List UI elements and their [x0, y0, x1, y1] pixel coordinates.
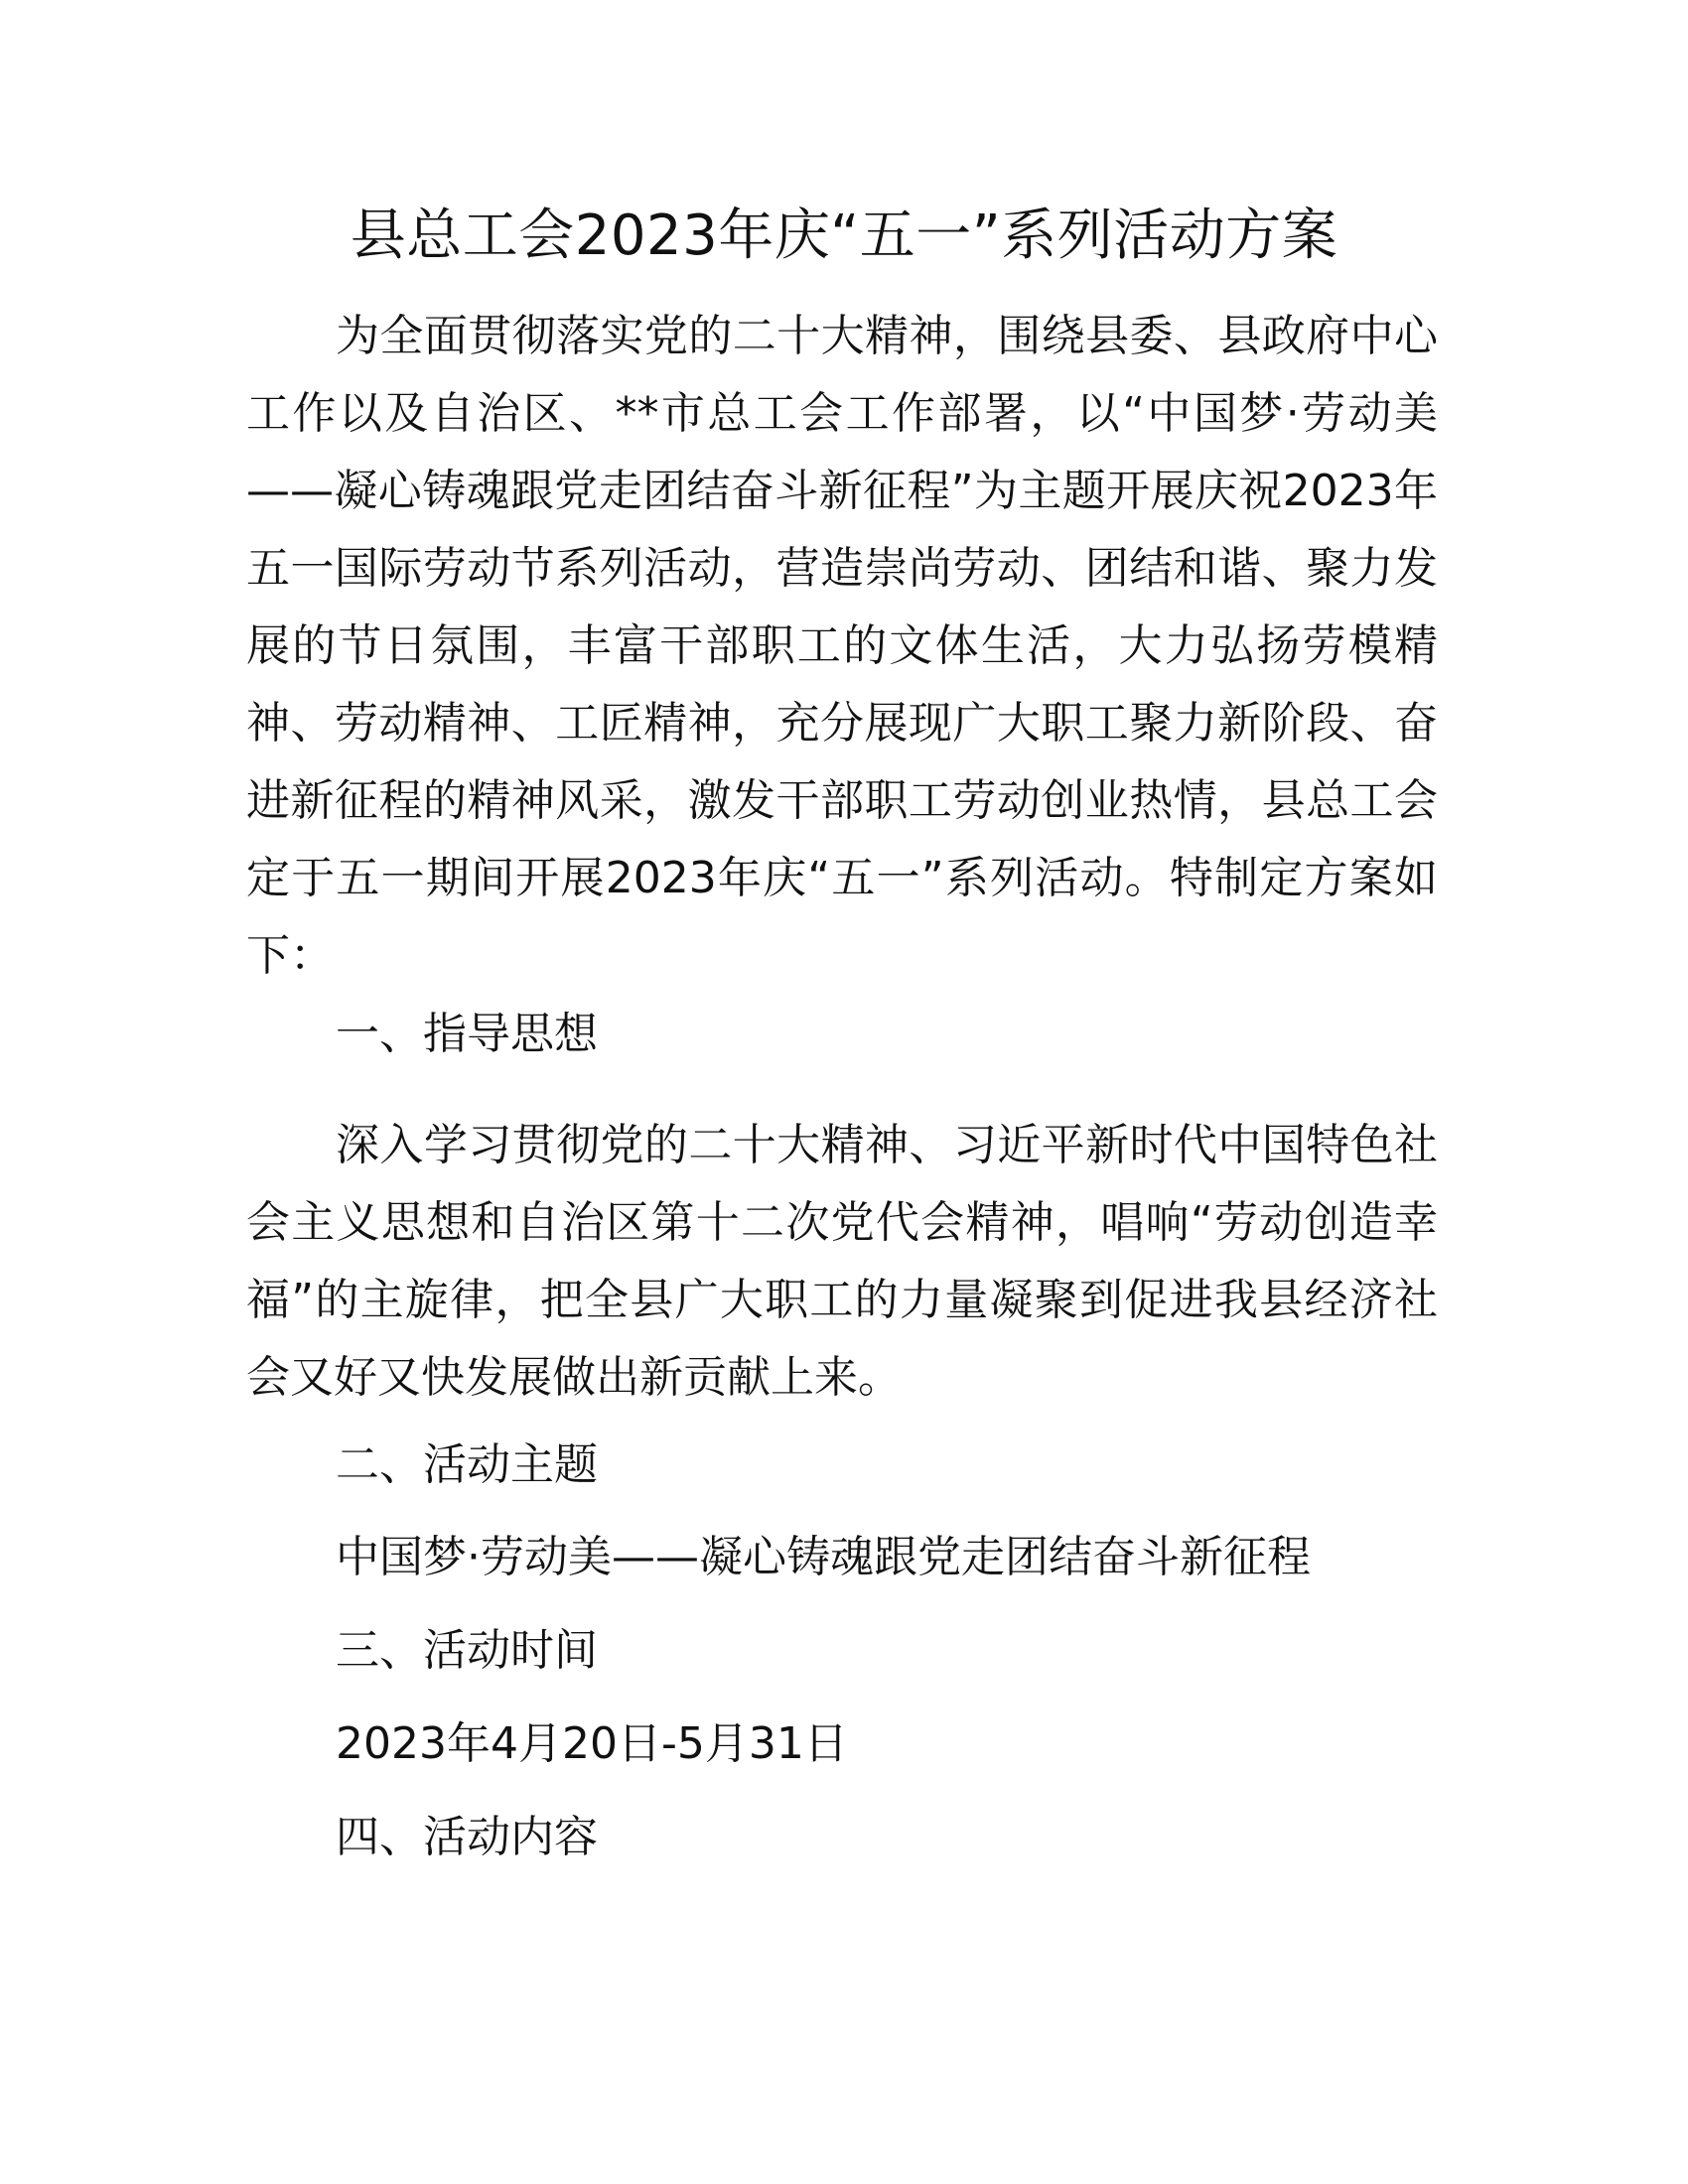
time-text: 2023年4月20日-5月31日: [336, 1718, 848, 1769]
intro-block: [246, 298, 1438, 995]
document-title: 县总工会2023年庆“五一”系列活动方案: [350, 204, 1338, 268]
section1-paragraph: 深入学习贯彻党的二十大精神、习近平新时代中国特色社会主义思想和自治区第十二次党代会精神，唱响“劳动创造幸福”的主旋律，把全县广大职工的力量凝聚到促进我县经济社会又好又快发展做出新贡献上来。: [246, 1120, 1438, 1403]
section1-block: [246, 1107, 1438, 1417]
section-heading-guiding-ideology: 一、指导思想: [336, 1009, 598, 1059]
intro-paragraph: 为全面贯彻落实党的二十大精神，围绕县委、县政府中心工作以及自治区、**市总工会工作部署，以“中国梦·劳动美——凝心铸魂跟党走团结奋斗新征程”为主题开展庆祝2023年五一国际劳动节系列活动，营造崇尚劳动、团结和谐、聚力发展的节日氛围，丰富干部职工的文体生活，大力弘扬劳模精神、劳动精神、工匠精神，充分展现广大职工聚力新阶段、奋进新征程的精神风采，激发干部职工劳动创业热情，县总工会定于五一期间开展2023年庆“五一”系列活动。特制定方案如下：: [246, 311, 1438, 981]
section-heading-time: 三、活动时间: [336, 1625, 598, 1676]
section-heading-theme: 二、活动主题: [336, 1439, 598, 1490]
section-heading-content: 四、活动内容: [336, 1812, 598, 1862]
theme-text: 中国梦·劳动美——凝心铸魂跟党走团结奋斗新征程: [336, 1532, 1311, 1582]
